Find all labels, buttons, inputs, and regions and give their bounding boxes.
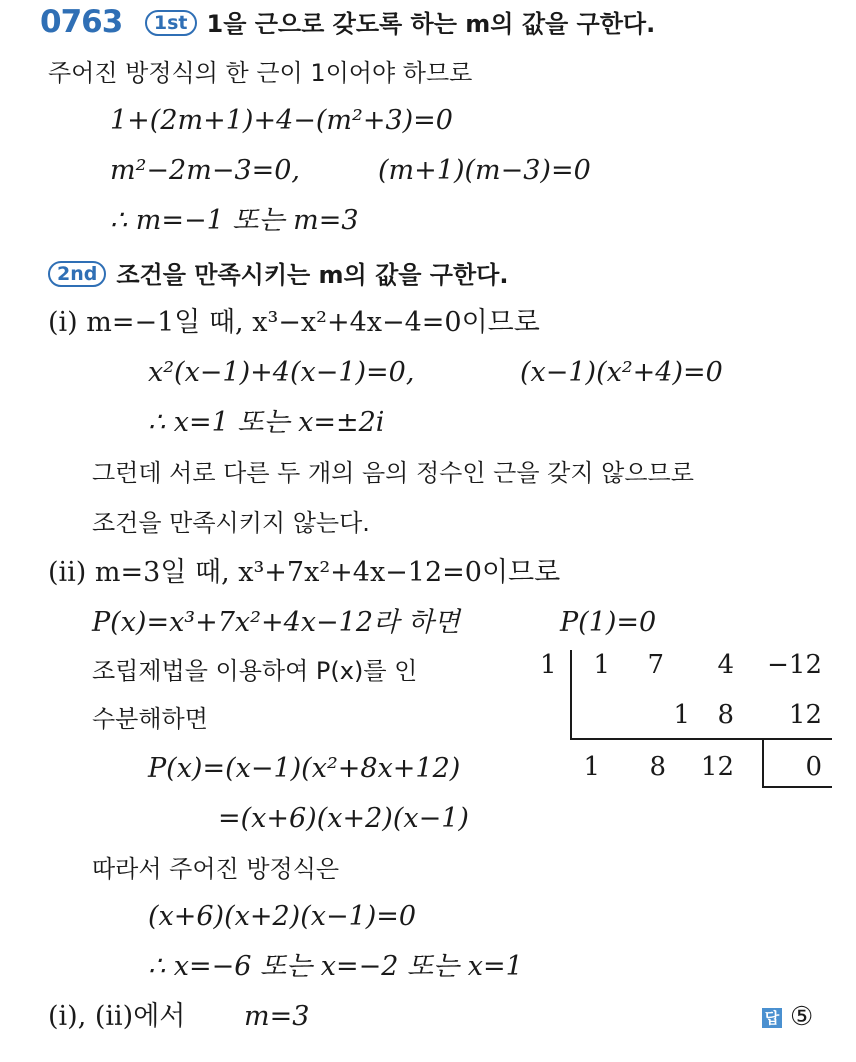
step1-title: 1을 근으로 갖도록 하는 m의 값을 구한다.: [206, 10, 656, 38]
step1-badge: 1st: [145, 10, 197, 36]
line-3b: (m+1)(m−3)=0: [378, 155, 591, 186]
sd-remainder-base: [762, 786, 832, 788]
sd-r3-c3: 12: [700, 752, 734, 782]
line-1: 주어진 방정식의 한 근이 1이어야 하므로: [48, 59, 473, 87]
step2-badge: 2nd: [48, 261, 106, 287]
sd-row3: [540, 752, 832, 782]
case2-line2a: P(x)=x³+7x²+4x−12라 하면: [92, 607, 460, 638]
case2-line5: P(x)=(x−1)(x²+8x+12): [148, 753, 461, 784]
sd-root: 1: [540, 650, 557, 680]
conclusion-label: (ⅰ), (ⅱ)에서: [48, 1001, 186, 1032]
sd-r2-c4: 12: [788, 700, 822, 730]
case1-line3: ∴ x=1 또는 x=±2i: [148, 407, 385, 438]
problem-header: [40, 5, 655, 41]
sd-r2-c2: 1: [673, 700, 690, 730]
answer-icon: 답: [762, 1008, 782, 1028]
answer: [762, 1000, 813, 1034]
case1-line4: 그런데 서로 다른 두 개의 음의 정수인 근을 갖지 않으므로: [92, 459, 694, 487]
case2-line7: 따라서 주어진 방정식은: [92, 855, 340, 883]
conclusion-value: m=3: [244, 1001, 310, 1032]
sd-row2: [540, 700, 832, 730]
case1-line1: (ⅰ) m=−1일 때, x³−x²+4x−4=0이므로: [48, 307, 540, 338]
case2-line3: 조립제법을 이용하여 P(x)를 인: [92, 657, 418, 685]
line-3a: m²−2m−3=0,: [110, 155, 301, 186]
line-4: ∴ m=−1 또는 m=3: [110, 205, 359, 236]
case2-line2b: P(1)=0: [560, 607, 657, 638]
case1-line2b: (x−1)(x²+4)=0: [520, 357, 723, 388]
sd-r1-c3: 4: [717, 650, 734, 680]
sd-r3-c4: 0: [805, 752, 822, 782]
step2-header: [48, 258, 508, 292]
sd-r3-c2: 8: [649, 752, 666, 782]
line-2: 1+(2m+1)+4−(m²+3)=0: [110, 105, 453, 136]
case1-line5: 조건을 만족시키지 않는다.: [92, 509, 370, 537]
step2-title: 조건을 만족시키는 m의 값을 구한다.: [116, 261, 509, 289]
sd-r2-c3: 8: [717, 700, 734, 730]
case2-line4: 수분해하면: [92, 705, 208, 733]
sd-r1-c2: 7: [647, 650, 664, 680]
case2-line8: (x+6)(x+2)(x−1)=0: [148, 901, 417, 932]
sd-r3-c1: 1: [583, 752, 600, 782]
answer-value: ⑤: [790, 1002, 814, 1032]
sd-r1-c1: 1: [593, 650, 610, 680]
case2-line9: ∴ x=−6 또는 x=−2 또는 x=1: [148, 951, 523, 982]
case2-line6: =(x+6)(x+2)(x−1): [218, 803, 469, 834]
synthetic-division: [540, 650, 832, 790]
sd-horizontal-line: [570, 738, 832, 740]
case1-line2a: x²(x−1)+4(x−1)=0,: [148, 357, 415, 388]
problem-number: 0763: [40, 4, 123, 40]
sd-r1-c4: −12: [767, 650, 822, 680]
sd-row1: [540, 650, 832, 680]
case2-line1: (ⅱ) m=3일 때, x³+7x²+4x−12=0이므로: [48, 557, 561, 588]
